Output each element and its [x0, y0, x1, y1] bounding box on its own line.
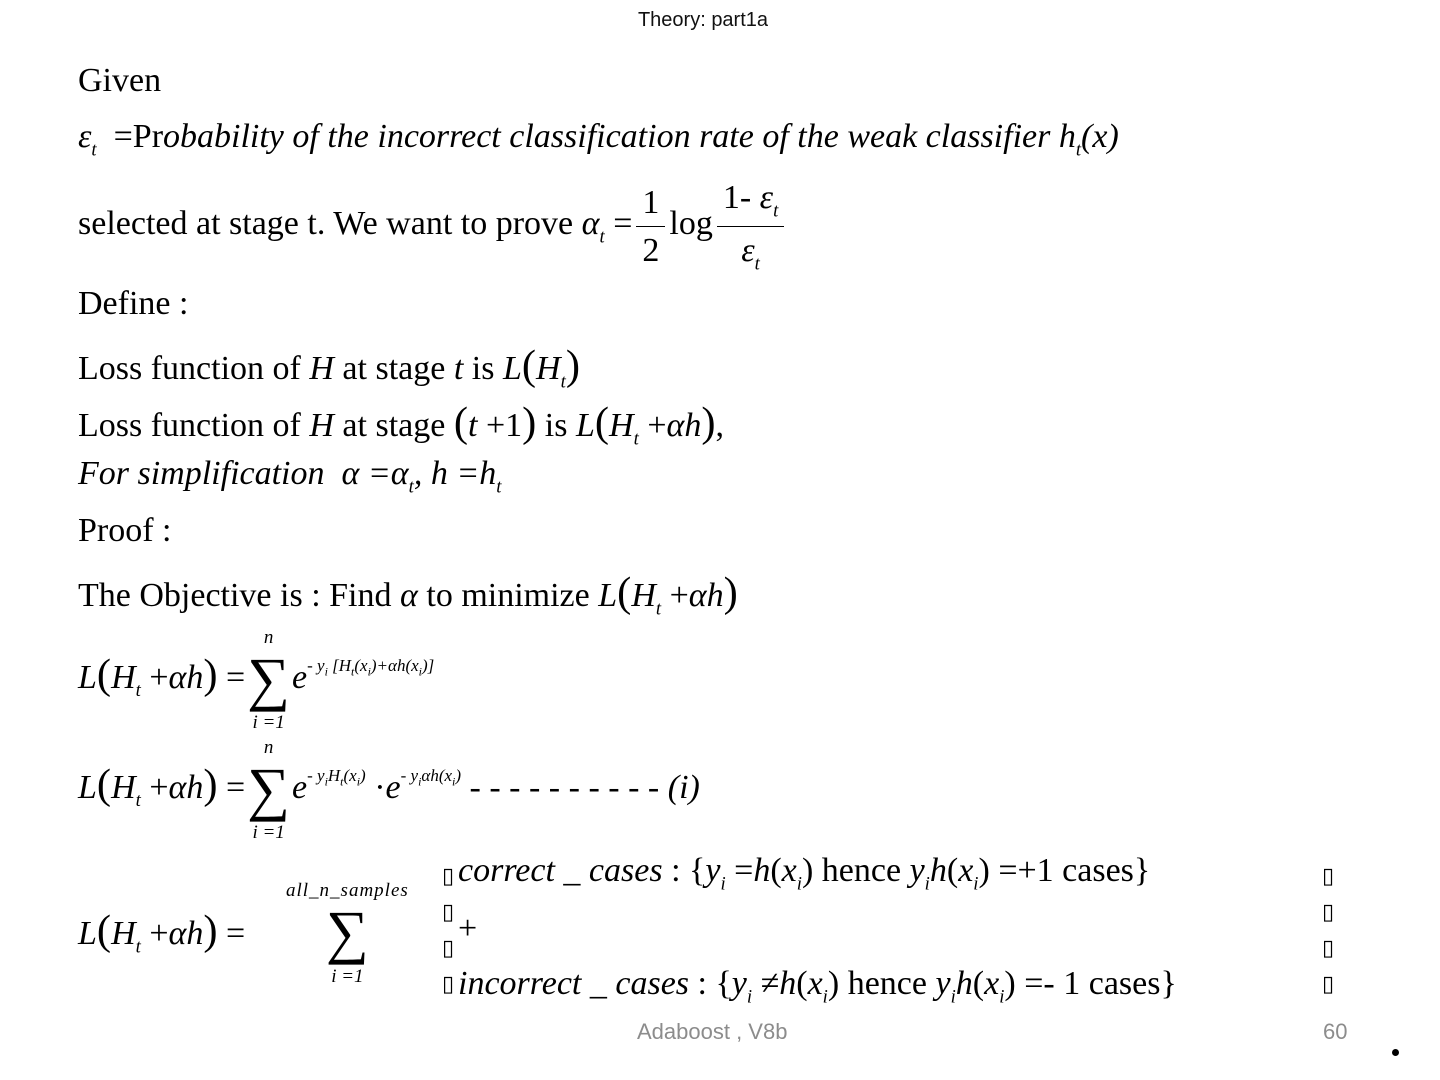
loss1-is: is [471, 350, 495, 387]
loss1-mid: at stage [342, 350, 446, 387]
hence-1: hence [821, 852, 902, 889]
sum-symbol-1: n ∑ i =1 [247, 627, 291, 733]
loss2-mid: at stage [342, 407, 446, 444]
minus-one: =- 1 [1024, 965, 1081, 1002]
cases-word-2: cases} [1088, 965, 1177, 1002]
footer-text: Adaboost , V8b [637, 1019, 788, 1044]
simplification-text: For simplification [78, 455, 325, 492]
plus-sign: + [458, 910, 478, 947]
equation-2: $L(H_t +\alpha h)$ = n ∑ i =1 $e^{- y_iH_t(x_i)} \cdot e^{- y_i\alpha h(x_i)}$ - - - - - - - - - - (i) [78, 737, 700, 843]
epsilon-definition-tail: obability of the incorrect classification rate of the weak classifier h [163, 118, 1076, 155]
plus-one: =+1 [998, 852, 1054, 889]
objective-prefix: The Objective is : Find [78, 577, 392, 614]
loss1-prefix: Loss function of [78, 350, 301, 387]
bullet-dot [1392, 1049, 1399, 1056]
right-brace: ▯ ▯ ▯ ▯ [1322, 863, 1335, 996]
epsilon-fraction: $\frac{1- \varepsilon_t}{\varepsilon_t}$ [717, 178, 784, 275]
define-label: Define : [78, 285, 189, 322]
loss-line-1: Loss function of H at stage t is $L(H_t)$ [78, 342, 580, 393]
incorrect-cases-text: incorrect _ cases [458, 965, 690, 1002]
sum-symbol-3: all_n_samples ∑ i =1 [286, 880, 409, 987]
objective-mid: to minimize [426, 577, 590, 614]
equation-1: $L(H_t +\alpha h)$ = n ∑ i =1 $e^{- y_i [H_t(x_i)+\alpha h(x_i)]}$ [78, 627, 435, 733]
correct-cases-line: correct _ cases : {$y_i =h(x_i)$ hence $y_ih(x_i) =+1$ cases} [458, 852, 1151, 895]
epsilon-definition: $\varepsilon_t$ =Probability of the incorrect classification rate of the weak classifier $h_t(x)$ [78, 118, 1119, 161]
sum-symbol-2: n ∑ i =1 [247, 737, 291, 843]
proof-label: Proof : [78, 512, 172, 549]
alpha-formula-line: selected at stage t. We want to prove $\alpha_t$ = $\frac{1}{2}$ log $\frac{1- \varepsilon_t}{\varepsilon_t}$ [78, 178, 788, 275]
simplification-line: For simplification $\alpha =\alpha_t$, $h =h_t$ [78, 455, 502, 498]
pr-text: =Pr [113, 118, 164, 155]
correct-cases-text: correct _ cases [458, 852, 663, 889]
loss2-prefix: Loss function of [78, 407, 301, 444]
sum-upper-all-samples: all_n_samples [286, 880, 409, 901]
selected-text: selected at stage t. We want to prove [78, 205, 574, 243]
equation-3-lhs: $L(H_t +\alpha h)$ = [78, 907, 246, 958]
hence-2: hence [847, 965, 927, 1002]
loss2-is: is [544, 407, 568, 444]
equation-label: (i) [667, 768, 700, 806]
slide-title: Theory: part1a [637, 9, 769, 31]
cases-word-1: cases} [1062, 852, 1151, 889]
given-label: Given [78, 62, 162, 99]
incorrect-cases-line: incorrect _ cases : {$y_i \ne h(x_i)$ hence $y_ih(x_i) =- 1$ cases} [458, 965, 1177, 1008]
objective-line: The Objective is : Find α to minimize $L(H_t +\alpha h)$ [78, 569, 738, 620]
page-number: 60 [1323, 1019, 1348, 1044]
loss-line-2: Loss function of H at stage (t +1) is $L(H_t +\alpha h)$, [78, 399, 725, 450]
dash-leader: - - - - - - - - - - [469, 768, 660, 806]
half-fraction: $\frac{1}{2}$ [636, 183, 665, 270]
left-brace: ▯ ▯ ▯ ▯ [442, 863, 455, 996]
